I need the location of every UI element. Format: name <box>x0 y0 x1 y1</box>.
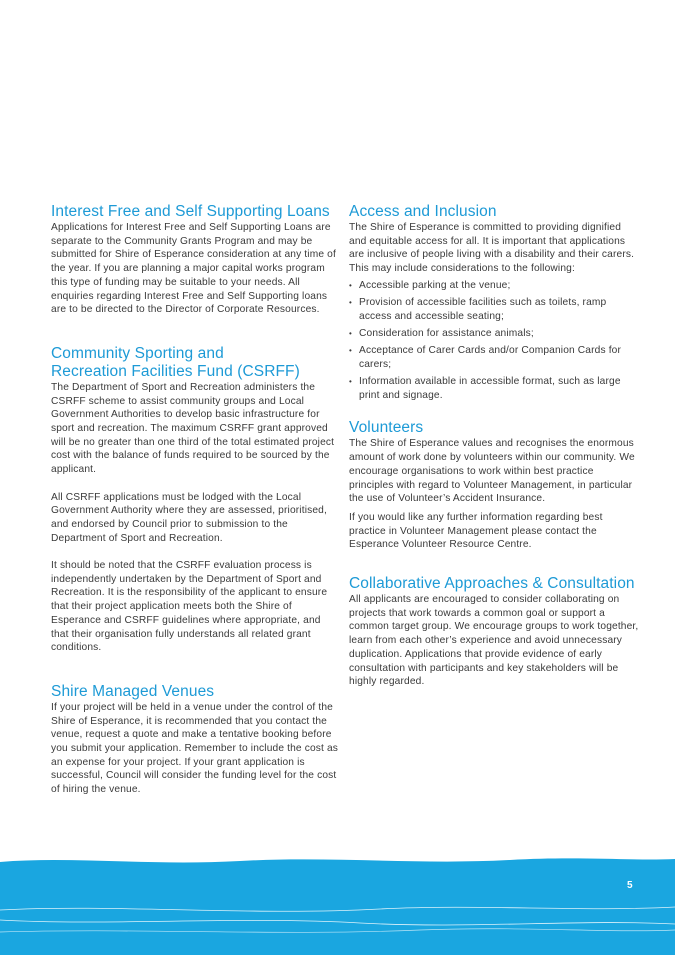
venues-body: If your project will be held in a venue under the control of the Shire of Esperance, it is recommended that you contact the venue, request a quote and make a tentative booking before you submit your application. Remember to include the cost as an expense for your project. If your grant application is successful, Council will consider the funding level for the cost of hiring the venue. <box>51 701 339 796</box>
access-list <box>349 279 639 403</box>
access-body: The Shire of Esperance is committed to providing dignified and equitable access for all. It is important that applications are inclusive of people living with a disability and their carers. This may include considerations to the following: <box>349 222 635 275</box>
section-title-csrff: Community Sporting and Recreation Facilities Fund (CSRFF) <box>51 344 300 380</box>
loans-body: Applications for Interest Free and Self Supporting Loans are separate to the Community Grants Program and may be submitted for Shire of Esperance consideration at any time of the year. If you are planning a major capital works program this type of funding may be suitable to your needs. All enquiries regarding Interest Free and Self Supporting loans are to be directed to the Director of Corporate Resources. <box>51 222 336 316</box>
section-csrff <box>51 345 341 655</box>
csrff-paragraph-1: The Department of Sport and Recreation administers the CSRFF scheme to assist community groups and Local Government Authorities to develop basic infrastructure for sport and recreation. The maximum CSRFF grant approved will be no greater than one third of the total estimated project cost with the balance of funds required to be sourced by the applicant. <box>51 381 335 476</box>
right-column <box>349 203 639 689</box>
section-venues <box>51 683 341 797</box>
volunteers-paragraph-1: The Shire of Esperance values and recognises the enormous amount of work done by volunteers within our community. We encourage organisations to work within best practice principles with regard to Volunteer Management, in particular the use of Volunteer’s Accident Insurance. <box>349 438 635 505</box>
section-collaboration <box>349 575 639 689</box>
list-item: • Consideration for assistance animals; <box>349 327 639 341</box>
csrff-paragraph-2: All CSRFF applications must be lodged with the Local Government Authority where they are assessed, prioritised, and endorsed by Council prior to submission to the Department of Sport and Recreation. <box>51 491 327 544</box>
section-title-venues: Shire Managed Venues <box>51 682 215 700</box>
section-volunteers <box>349 419 639 552</box>
page-number: 5 <box>627 880 633 891</box>
section-title-loans: Interest Free and Self Supporting Loans <box>51 203 330 220</box>
list-item: • Information available in accessible format, such as large print and signage. <box>349 375 639 402</box>
section-loans <box>51 203 341 317</box>
section-title-volunteers: Volunteers <box>349 419 424 437</box>
section-title-access: Access and Inclusion <box>349 203 497 220</box>
section-access <box>349 203 639 402</box>
wave-shape <box>0 858 675 955</box>
list-item: • Provision of accessible facilities such as toilets, ramp access and accessible seating; <box>349 296 639 323</box>
collaboration-body: All applicants are encouraged to consider collaborating on projects that work towards a common goal or support a common target group. We encourage groups to work together, learn from each other’s experience and avoid unnecessary duplication. Applications that provide evidence of early consultation with participants and key stakeholders will be highly regarded. <box>349 594 639 688</box>
section-title-collaboration: Collaborative Approaches & Consultation <box>349 575 635 593</box>
left-column <box>51 203 341 797</box>
footer-wave-band <box>0 840 675 955</box>
list-item: • Acceptance of Carer Cards and/or Companion Cards for carers; <box>349 344 639 371</box>
volunteers-paragraph-2: If you would like any further information regarding best practice in Volunteer Management please contact the Esperance Volunteer Resource Centre. <box>349 511 603 551</box>
csrff-paragraph-3: It should be noted that the CSRFF evaluation process is independently undertaken by the Department of Sport and Recreation. It is the responsibility of the applicant to ensure that their project application meets both the Shire of Esperance and CSRFF guidelines where appropriate, and that their organisation fully understands all related grant conditions. <box>51 560 328 654</box>
list-item: • Accessible parking at the venue; <box>349 279 639 293</box>
